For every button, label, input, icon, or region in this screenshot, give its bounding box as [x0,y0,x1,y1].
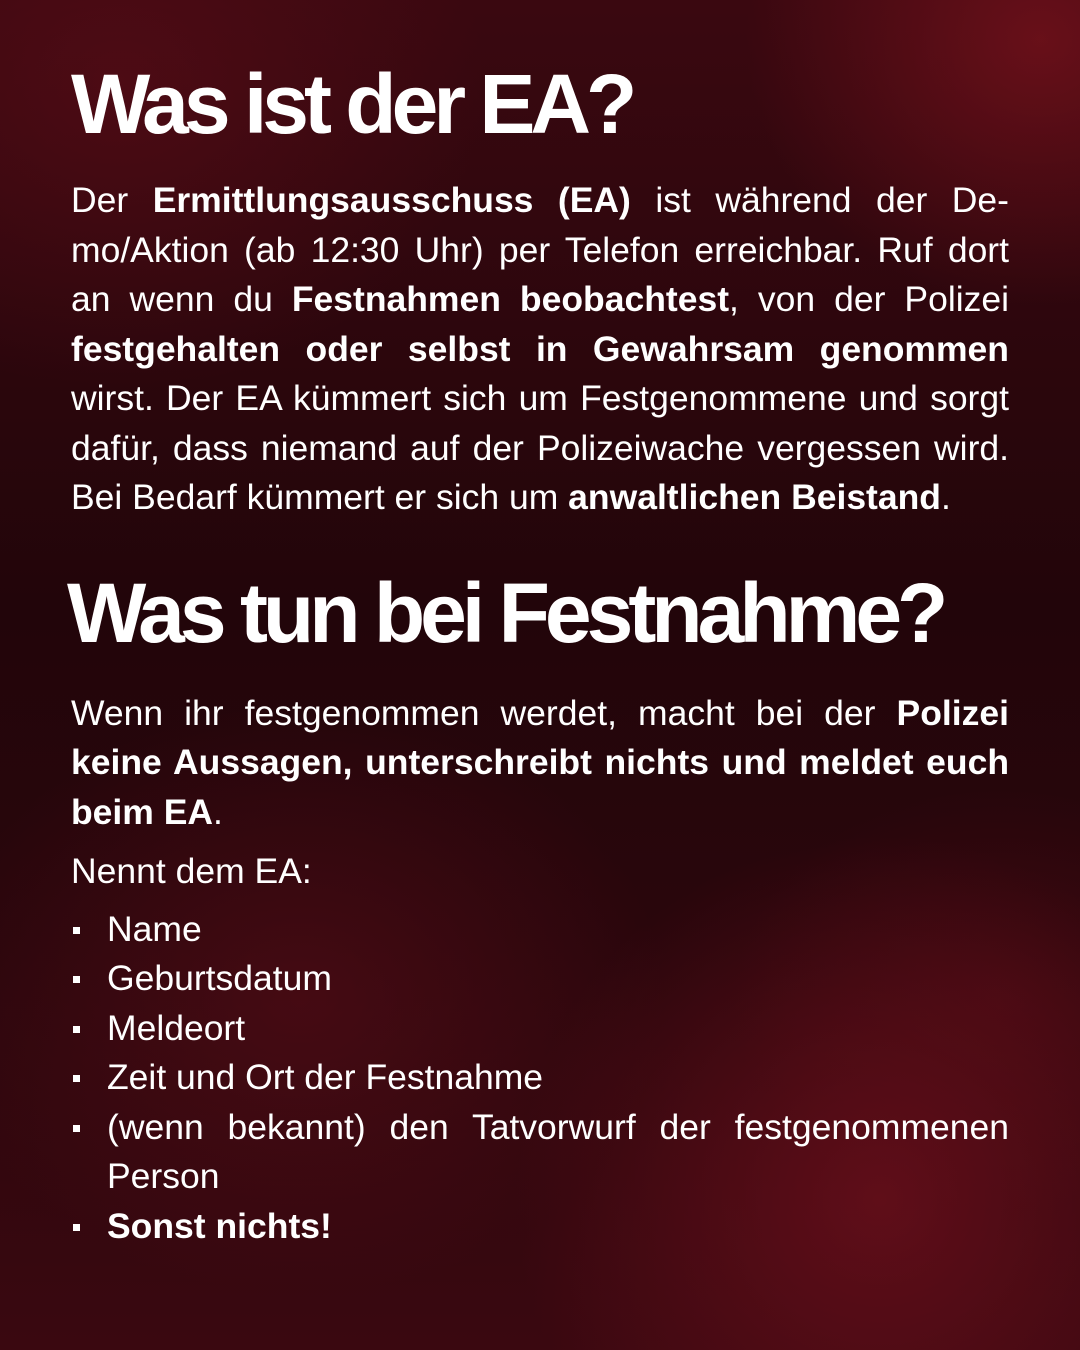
list-item-text: Geburtsdatum [107,958,332,998]
ea-description-paragraph [71,176,1009,523]
bullet-icon [73,1026,80,1033]
bullet-icon [73,1125,80,1132]
heading-was-ist-der-ea: Was ist der EA? [71,57,633,151]
info-list [71,905,1009,1252]
list-intro: Nennt dem EA: [71,851,312,891]
list-item [71,905,1009,955]
list-item-text: Zeit und Ort der Festnahme [107,1057,544,1097]
list-item [71,1103,1009,1202]
bold-span: festgehalten oder selbst in Gewahrsam genommen [71,328,1009,369]
text-span: , von der Polizei [729,279,1009,319]
bold-span: Festnahmen beobachtest [291,279,730,319]
bullet-icon [73,1224,80,1231]
info-panel [67,57,1009,1251]
text-span: . [213,791,223,832]
text-span: . [941,477,951,517]
list-item [71,1202,1009,1252]
list-item-text: (wenn bekannt) den Tatvorwurf der festgenommenen Person [107,1106,1009,1196]
bold-span: Polizei keine Aussagen, unterschreibt nichts und meldet euch beim EA [71,692,1009,832]
list-item [71,1004,1009,1054]
list-item-text: Meldeort [107,1007,246,1048]
bullet-icon [73,976,80,983]
bullet-icon [73,1075,80,1082]
bold-span: Ermittlungsausschuss (EA) [152,180,631,220]
list-item [71,1053,1009,1103]
list-item-text: Name [107,908,202,949]
text-span: Wenn ihr festgenommen werdet, macht bei der [71,692,897,733]
arrest-advice-paragraph [71,689,1009,838]
text-span: ist während der Demo/Aktion (ab 12:30 Uhr) per Telefon erreichbar. Ruf dort an wenn du [71,180,1009,319]
text-span: wirst. Der EA kümmert sich um Festgenommene und sorgt dafür, dass niemand auf der Polizeiwache vergessen wird. Bei Bedarf kümmert er sich um [71,378,1009,517]
text-span: Der [71,180,153,220]
bullet-icon [73,927,80,934]
list-item [71,954,1009,1004]
heading-was-tun-bei-festnahme: Was tun bei Festnahme? [67,565,944,660]
list-item-text: Sonst nichts! [107,1205,332,1246]
bold-span: anwaltlichen Beistand [568,477,941,517]
